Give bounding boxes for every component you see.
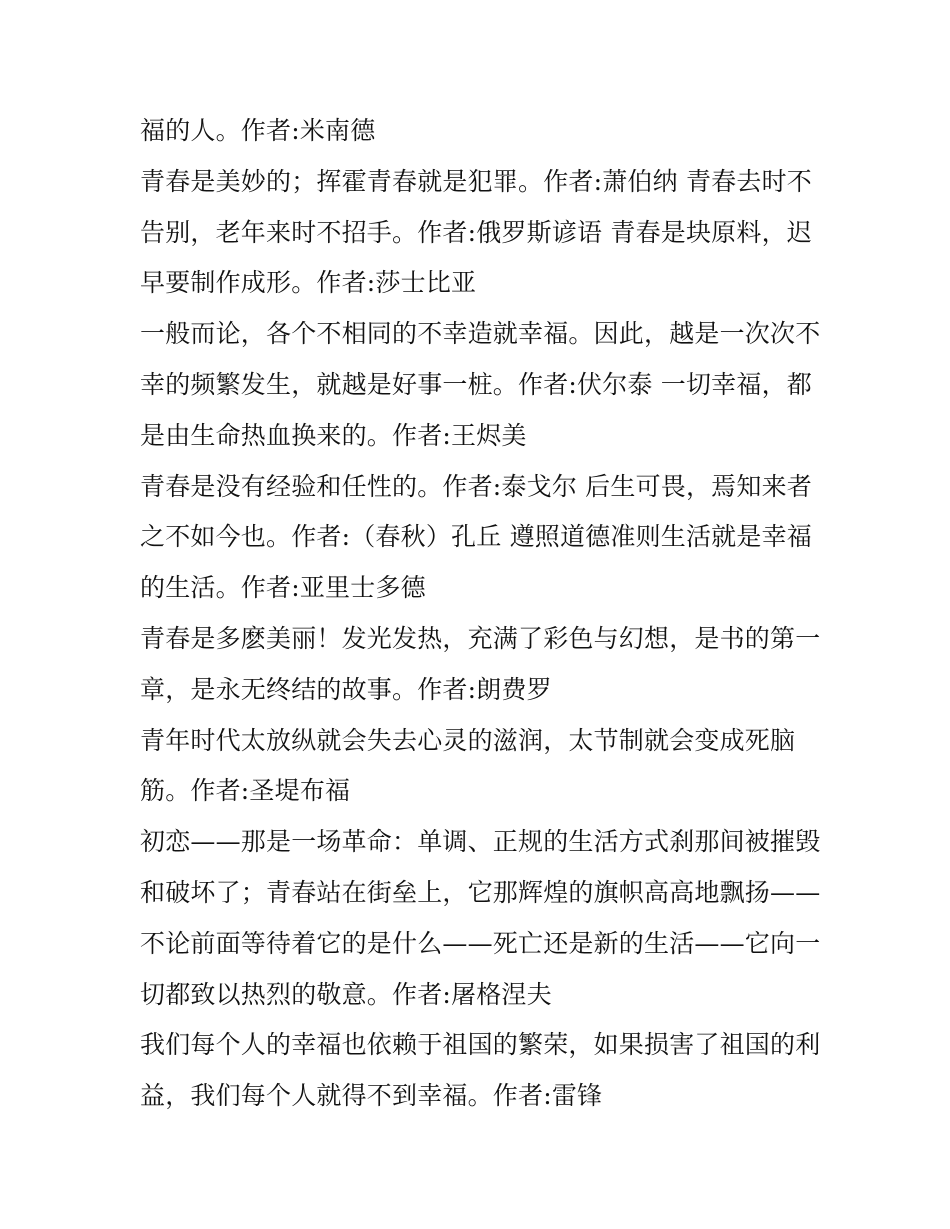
text-line: 青春是多麽美丽！发光发热，充满了彩色与幻想，是书的第一: [140, 623, 820, 653]
text-line: 和破坏了；青春站在街垒上，它那辉煌的旗帜高高地飘扬——: [140, 877, 820, 907]
text-line: 早要制作成形。作者:莎士比亚: [140, 268, 477, 298]
text-line: 青春是没有经验和任性的。作者:泰戈尔 后生可畏，焉知来者: [140, 471, 812, 501]
text-line: 不论前面等待着它的是什么——死亡还是新的生活——它向一: [140, 928, 820, 958]
text-line: 是由生命热血换来的。作者:王烬美: [140, 420, 527, 450]
text-line: 切都致以热烈的敬意。作者:屠格涅夫: [140, 979, 552, 1009]
text-line: 之不如今也。作者:（春秋）孔丘 遵照道德准则生活就是幸福: [140, 522, 812, 552]
body-text: [140, 106, 820, 1122]
text-line: 我们每个人的幸福也依赖于祖国的繁荣，如果损害了祖国的利: [140, 1030, 820, 1060]
text-line: 青年时代太放纵就会失去心灵的滋润，太节制就会变成死脑: [140, 725, 796, 755]
text-line: 筋。作者:圣堤布福: [140, 776, 351, 806]
text-line: 幸的频繁发生，就越是好事一桩。作者:伏尔泰 一切幸福，都: [140, 369, 812, 399]
text-line: 福的人。作者:米南德: [140, 116, 376, 145]
text-line: 青春是美妙的；挥霍青春就是犯罪。作者:萧伯纳 青春去时不: [140, 166, 812, 196]
text-line: 章，是永无终结的故事。作者:朗费罗: [140, 674, 552, 704]
text-line: 告别，老年来时不招手。作者:俄罗斯谚语 青春是块原料，迟: [140, 217, 812, 247]
text-line: 的生活。作者:亚里士多德: [140, 573, 426, 603]
text-line: 初恋——那是一场革命：单调、正规的生活方式刹那间被摧毁: [140, 827, 820, 857]
text-line: 益，我们每个人就得不到幸福。作者:雷锋: [140, 1081, 603, 1111]
text-line: 一般而论，各个不相同的不幸造就幸福。因此，越是一次次不: [140, 319, 820, 349]
